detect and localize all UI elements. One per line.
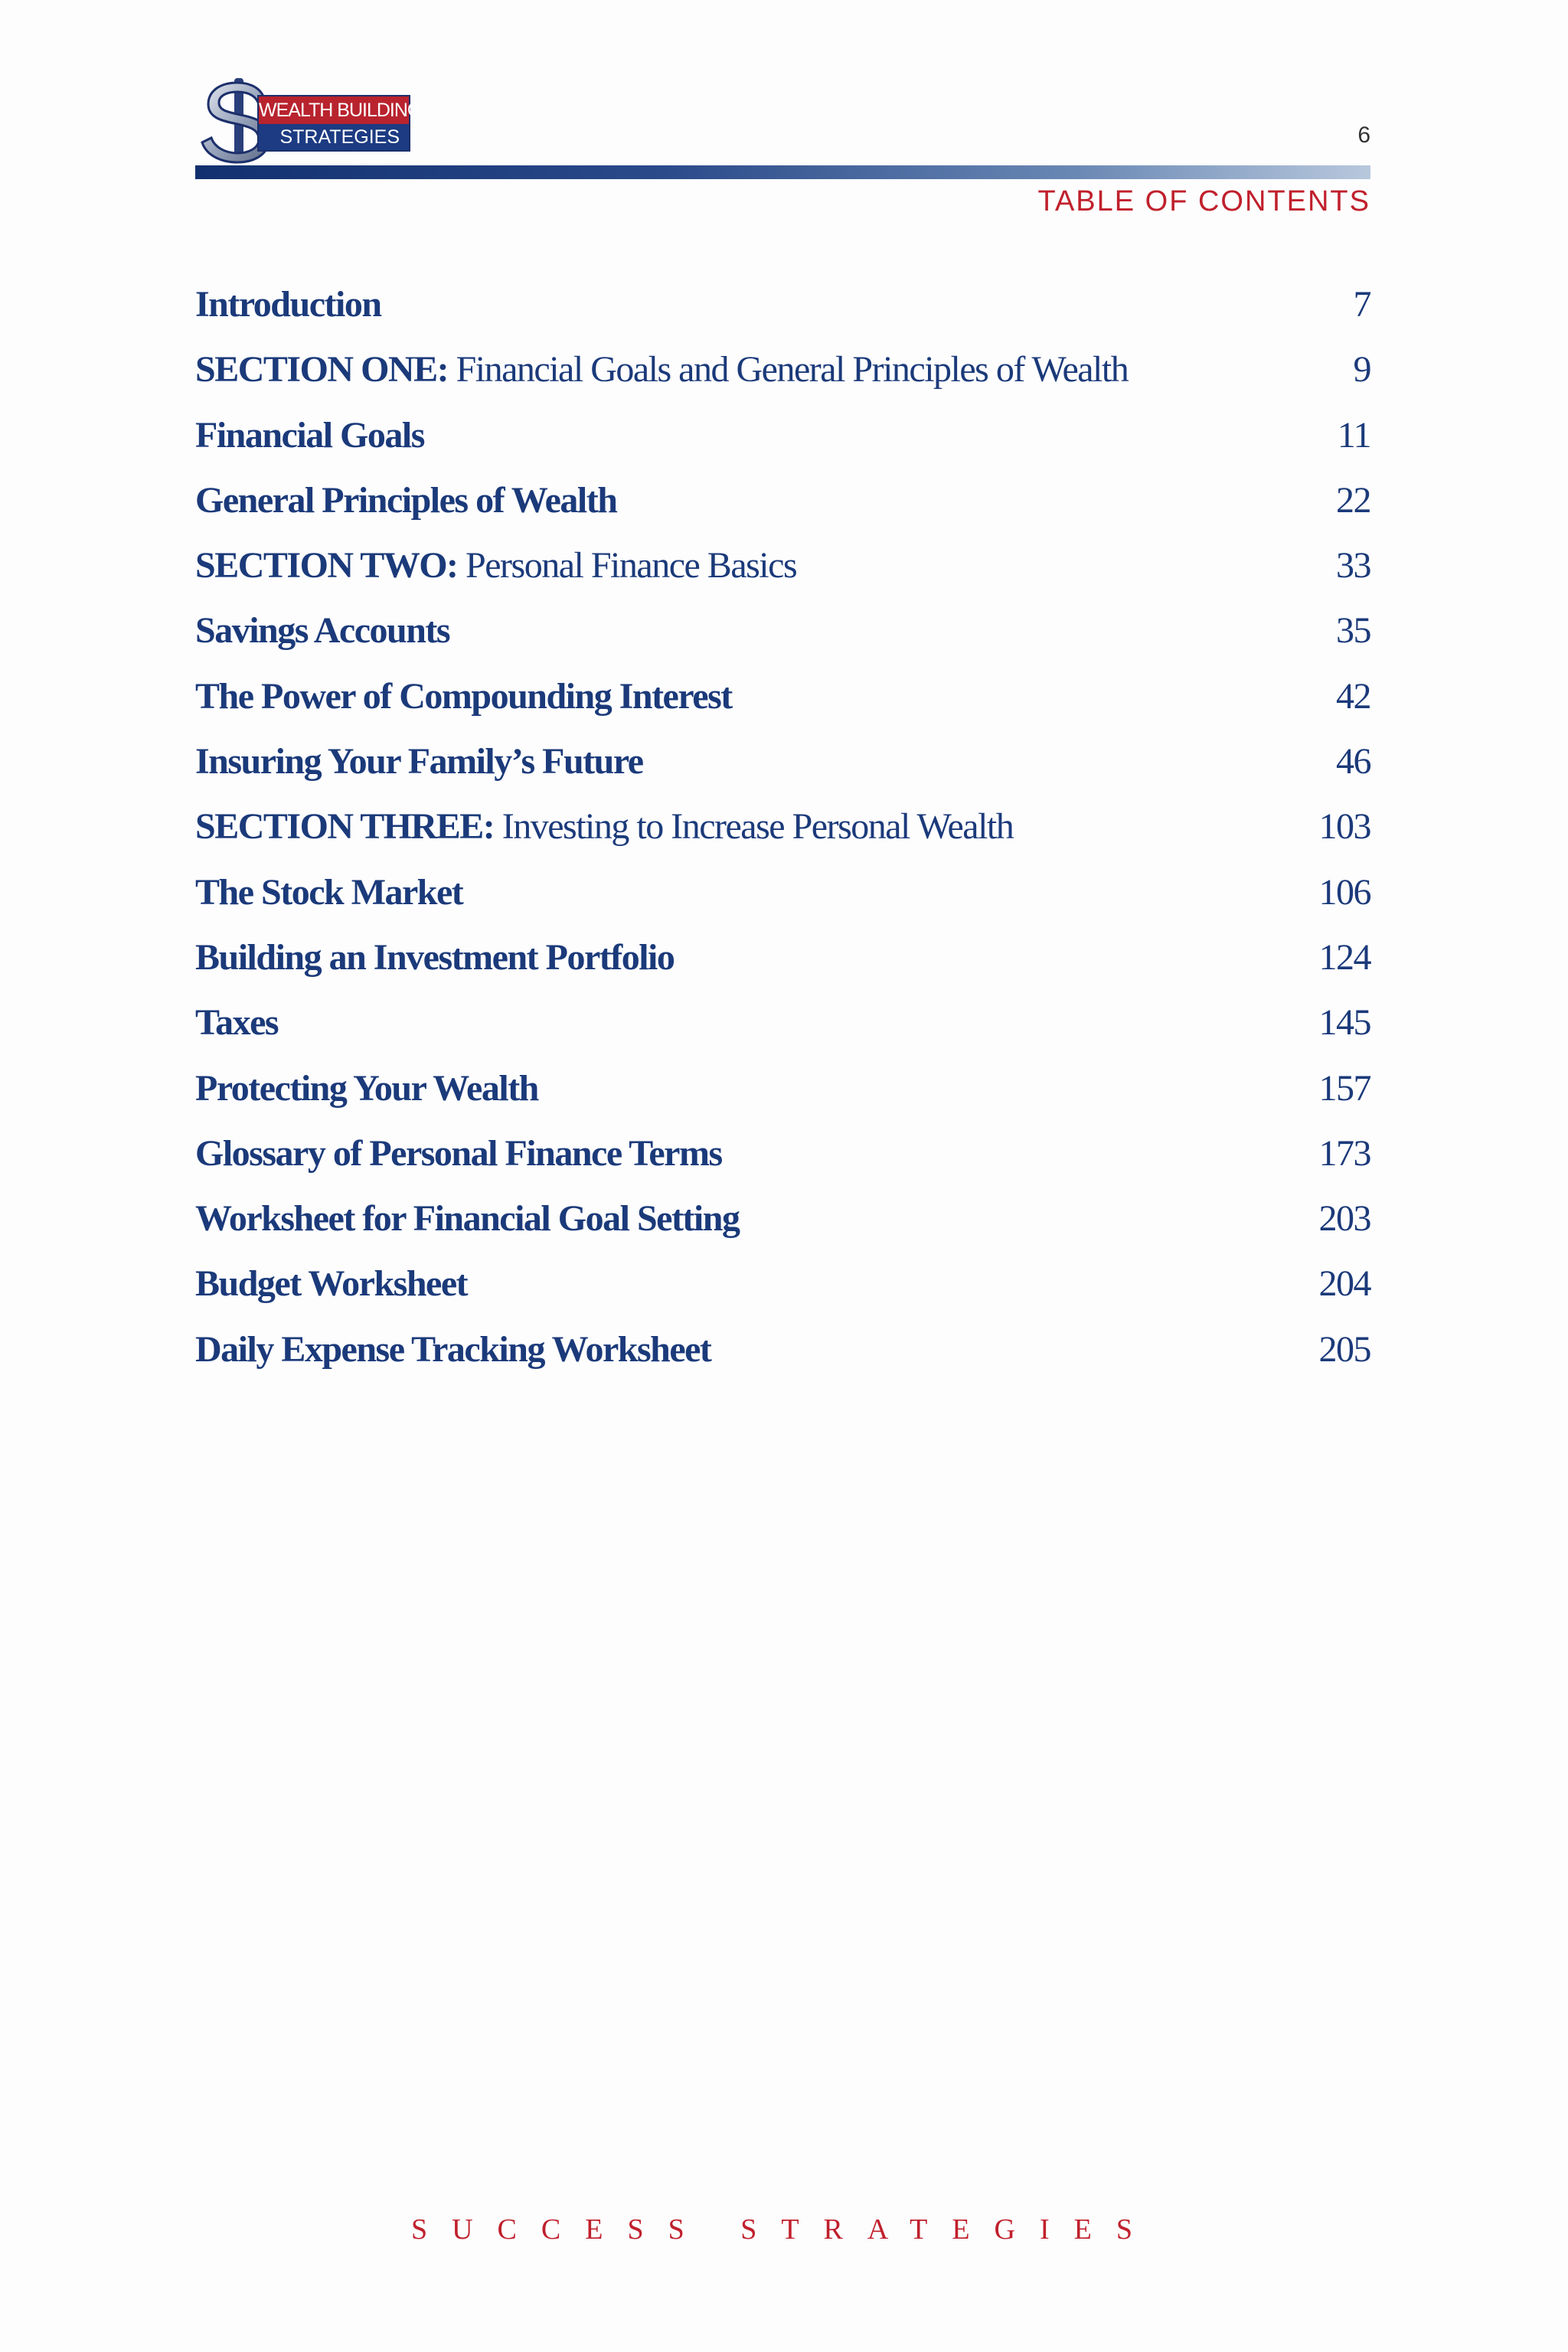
toc-entry[interactable] [195, 936, 1370, 1001]
toc-entry-page-number: 42 [1336, 675, 1370, 717]
toc-entry[interactable] [195, 1197, 1370, 1263]
toc-entry-label [195, 414, 424, 456]
toc-entry-label [195, 1263, 467, 1305]
toc-entry-page-number: 204 [1318, 1263, 1370, 1305]
toc-entry-label [195, 1067, 538, 1109]
toc-entry-title: The Stock Market [195, 871, 463, 913]
toc-entry-title: General Principles of Wealth [195, 479, 617, 521]
logo-wordmark [257, 95, 422, 152]
toc-entry-page-number: 173 [1318, 1132, 1370, 1174]
toc-entry-title: SECTION THREE: [195, 806, 495, 848]
toc-entry[interactable] [195, 609, 1370, 675]
toc-entry[interactable] [195, 675, 1370, 740]
toc-entry-page-number: 157 [1318, 1067, 1370, 1109]
toc-entry[interactable] [195, 1067, 1370, 1132]
toc-entry-label [195, 1197, 739, 1240]
toc-entry-page-number: 106 [1318, 871, 1370, 913]
toc-entry[interactable] [195, 1328, 1370, 1393]
toc-entry[interactable] [195, 414, 1370, 479]
toc-entry-title: Budget Worksheet [195, 1263, 468, 1305]
section-title: TABLE OF CONTENTS [1037, 185, 1370, 217]
toc-entry-label [195, 871, 462, 913]
toc-entry-label [195, 348, 1128, 390]
toc-entry-title: Introduction [195, 284, 381, 325]
toc-entry[interactable] [195, 348, 1370, 413]
header-rule [195, 165, 1370, 179]
toc-entry-label [195, 609, 449, 652]
toc-entry-page-number: 35 [1336, 610, 1370, 652]
toc-entry-title: The Power of Compounding Interest [195, 675, 732, 717]
toc-entry-subtitle: Investing to Increase Personal Wealth [494, 806, 1014, 848]
toc-entry[interactable] [195, 283, 1370, 348]
toc-entry-title: Worksheet for Financial Goal Setting [195, 1198, 740, 1240]
toc-entry-title: Protecting Your Wealth [195, 1067, 538, 1109]
toc-entry-title: Financial Goals [195, 414, 424, 456]
toc-entry-title: Glossary of Personal Finance Terms [195, 1132, 722, 1174]
page-number: 6 [1357, 122, 1370, 148]
toc-entry-label [195, 805, 1013, 848]
toc-entry-subtitle: Personal Finance Basics [457, 545, 797, 586]
toc-entry-title: Taxes [195, 1002, 279, 1044]
toc-entry-title: Insuring Your Family’s Future [195, 741, 643, 782]
toc-entry-page-number: 46 [1336, 741, 1370, 782]
toc-entry-title: SECTION TWO: [195, 545, 458, 586]
toc-entry-page-number: 7 [1353, 284, 1370, 325]
toc-entry-page-number: 145 [1318, 1002, 1370, 1044]
toc-entry-page-number: 103 [1318, 806, 1370, 848]
logo-text-line2: STRATEGIES [279, 126, 400, 148]
toc-entry-title: SECTION ONE: [195, 349, 449, 390]
toc-entry[interactable] [195, 805, 1370, 871]
toc-entry-label [195, 479, 616, 521]
toc-entry-page-number: 203 [1318, 1198, 1370, 1240]
toc-entry[interactable] [195, 740, 1370, 805]
toc-entry[interactable] [195, 544, 1370, 609]
wealth-building-strategies-logo [193, 74, 423, 165]
toc-entry-label [195, 1132, 722, 1174]
toc-entry-label [195, 936, 674, 978]
toc-entry-label [195, 740, 643, 782]
toc-entry-page-number: 11 [1337, 414, 1370, 456]
toc-entry-page-number: 22 [1336, 479, 1370, 521]
toc-entry[interactable] [195, 479, 1370, 544]
toc-entry-page-number: 33 [1336, 545, 1370, 586]
toc-entry-label [195, 1001, 278, 1044]
toc-entry-label [195, 283, 381, 325]
table-of-contents [195, 283, 1370, 1393]
toc-entry[interactable] [195, 1263, 1370, 1328]
toc-entry-title: Building an Investment Portfolio [195, 936, 675, 978]
toc-entry[interactable] [195, 1001, 1370, 1067]
toc-entry-title: Savings Accounts [195, 610, 450, 652]
logo-text-line1: WEALTH BUILDING [259, 96, 409, 124]
toc-entry-page-number: 124 [1318, 936, 1370, 978]
toc-entry-label [195, 1328, 710, 1370]
toc-entry-label [195, 544, 796, 586]
toc-entry-subtitle: Financial Goals and General Principles of Wealth [448, 349, 1129, 390]
footer-title: SUCCESS STRATEGIES [410, 2213, 1158, 2246]
toc-entry[interactable] [195, 871, 1370, 936]
toc-entry[interactable] [195, 1132, 1370, 1197]
toc-entry-page-number: 205 [1318, 1328, 1370, 1370]
toc-entry-page-number: 9 [1353, 349, 1370, 390]
toc-entry-label [195, 675, 732, 717]
toc-entry-title: Daily Expense Tracking Worksheet [195, 1328, 711, 1370]
